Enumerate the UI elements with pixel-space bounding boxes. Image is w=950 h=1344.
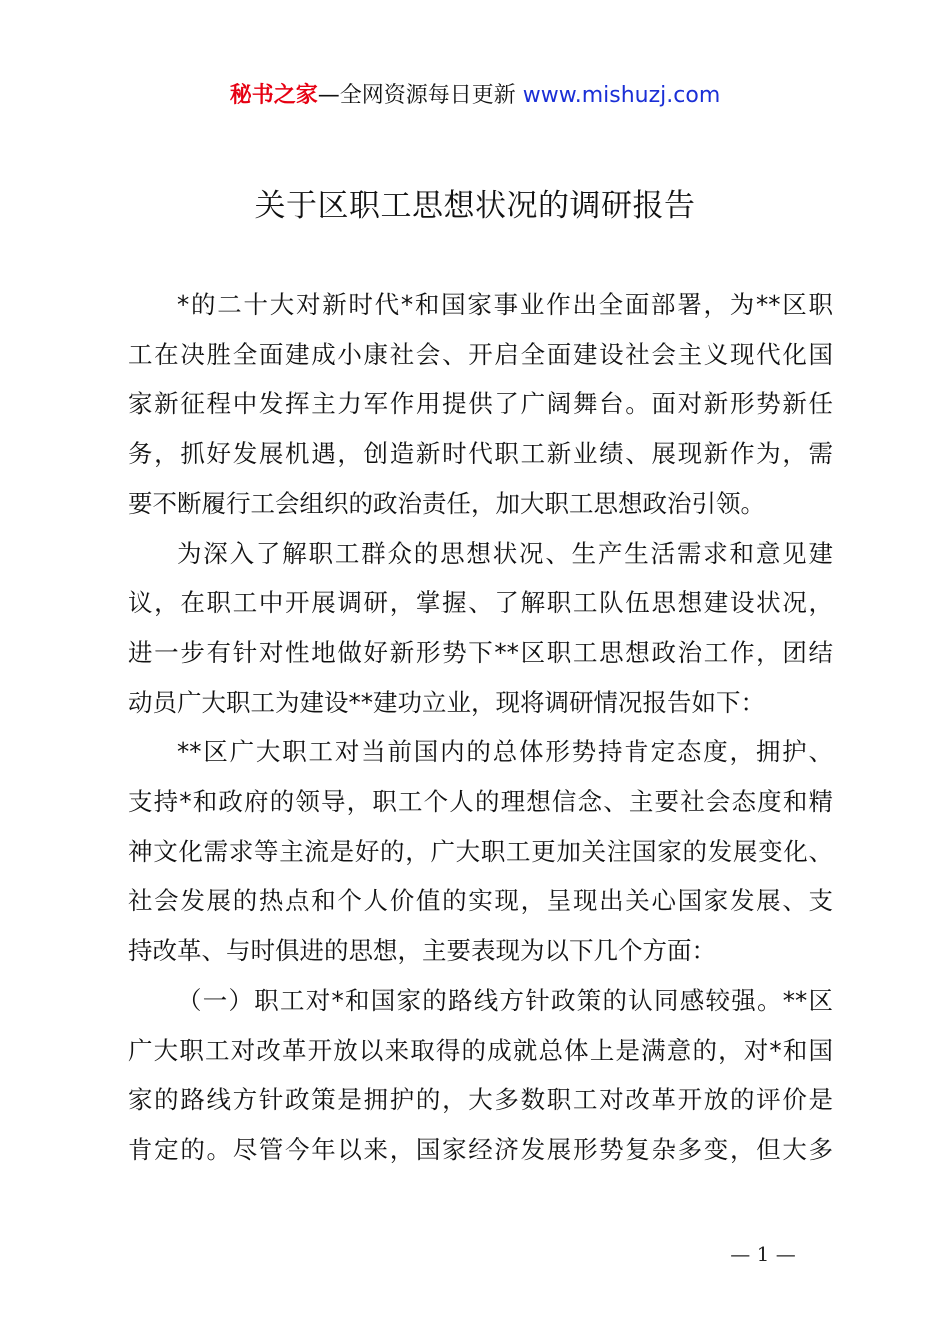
paragraph-line: 广大职工对改革开放以来取得的成就总体上是满意的，对*和国 [128, 1035, 833, 1065]
paragraph-line: 进一步有针对性地做好新形势下**区职工思想政治工作，团结 [128, 637, 833, 667]
paragraph-line: 支持*和政府的领导，职工个人的理想信念、主要社会态度和精 [128, 787, 833, 817]
paragraph [128, 529, 833, 728]
site-url-link[interactable]: www.mishuzj.com [522, 83, 721, 108]
paragraph-line: 工在决胜全面建成小康社会、开启全面建设社会主义现代化国 [128, 339, 833, 369]
paragraph-line: 社会发展的热点和个人价值的实现，呈现出关心国家发展、支 [128, 886, 833, 916]
paragraph-line: 务，抓好发展机遇，创造新时代职工新业绩、展现新作为，需 [128, 439, 833, 469]
paragraph-line: 家新征程中发挥主力军作用提供了广阔舞台。面对新形势新任 [128, 389, 833, 419]
paragraph-line: 神文化需求等主流是好的，广大职工更加关注国家的发展变化、 [128, 836, 833, 866]
paragraph-line: 家的路线方针政策是拥护的，大多数职工对改革开放的评价是 [128, 1085, 833, 1115]
paragraph-line: （一）职工对*和国家的路线方针政策的认同感较强。**区 [177, 985, 833, 1015]
brand-name: 秘书之家 [229, 83, 318, 108]
document-body [128, 280, 833, 1175]
paragraph-line: 要不断履行工会组织的政治责任，加大职工思想政治引领。 [128, 488, 765, 518]
document-title: 关于区职工思想状况的调研报告 [254, 188, 696, 224]
paragraph-line: 肯定的。尽管今年以来，国家经济发展形势复杂多变，但大多 [128, 1134, 833, 1164]
paragraph-line: *的二十大对新时代*和国家事业作出全面部署，为**区职 [177, 290, 833, 319]
paragraph-line: 动员广大职工为建设**建功立业，现将调研情况报告如下： [128, 687, 765, 717]
paragraph [128, 280, 833, 529]
header-slogan: —全网资源每日更新 [317, 83, 523, 108]
paragraph [128, 727, 833, 976]
paragraph-line: **区广大职工对当前国内的总体形势持肯定态度，拥护、 [177, 737, 833, 767]
paragraph-line: 为深入了解职工群众的思想状况、生产生活需求和意见建 [177, 538, 833, 568]
page-number: — 1 — [730, 1242, 796, 1266]
paragraph-line: 持改革、与时俱进的思想，主要表现为以下几个方面： [128, 936, 716, 966]
paragraph-line: 议，在职工中开展调研，掌握、了解职工队伍思想建设状况， [128, 588, 833, 618]
paragraph [128, 976, 833, 1175]
site-header [0, 80, 950, 112]
